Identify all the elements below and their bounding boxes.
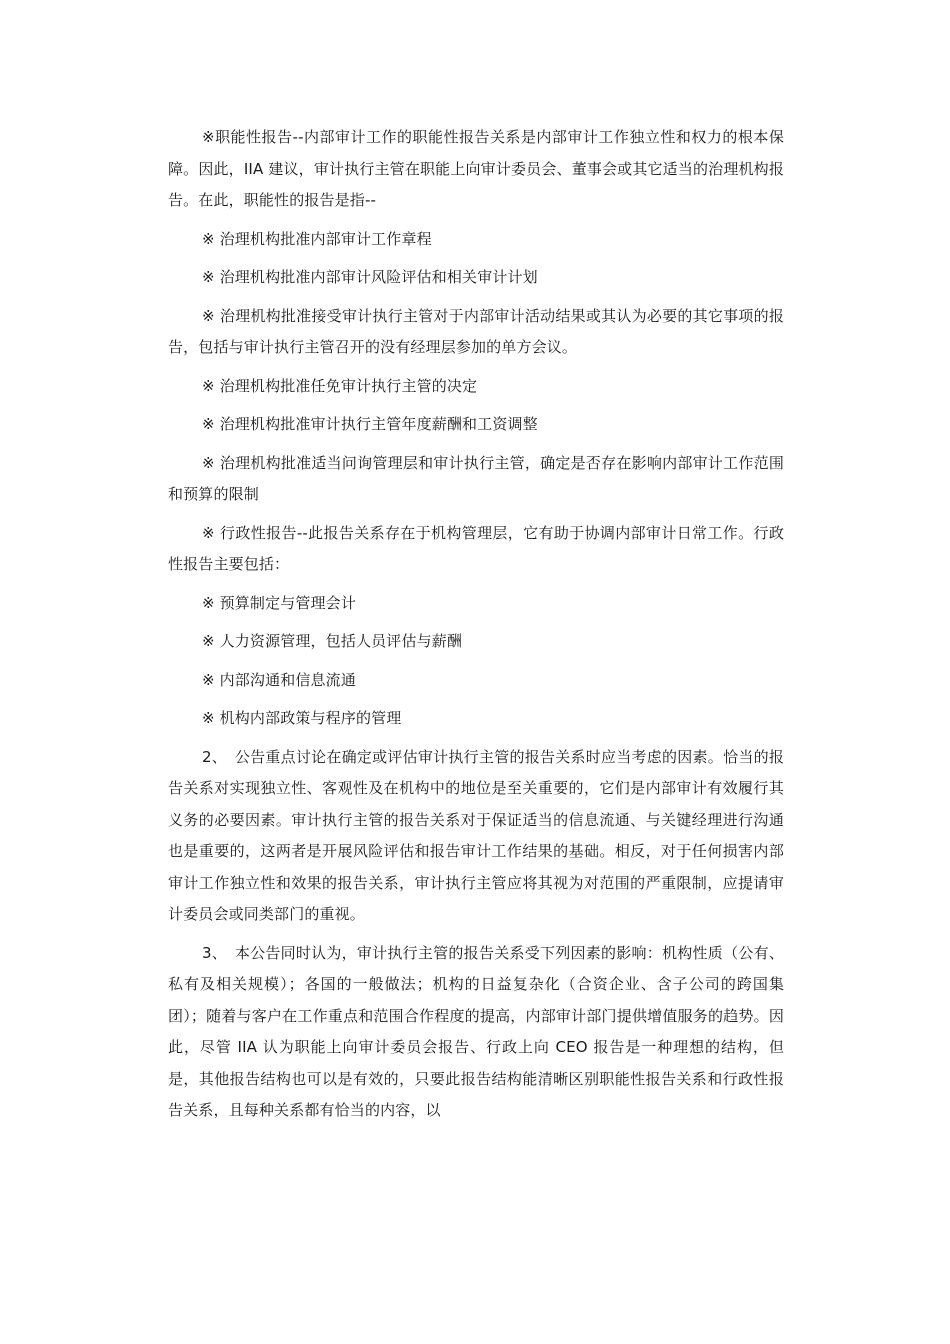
list-item: ※ 机构内部政策与程序的管理 (202, 709, 402, 727)
paragraph-section-2: 2、 公告重点讨论在确定或评估审计执行主管的报告关系时应当考虑的因素。恰当的报告关系对实现独立性、客观性及在机构中的地位是至关重要的，它们是内部审计有效履行其义务的必要因素。审计执行主管的报告关系对于保证适当的信息流通、与关键经理进行沟通也是重要的，这两者是开展风险评估和报告审计工作结果的基础。相反，对于任何损害内部审计工作独立性和效果的报告关系，审计执行主管应将其视为对范围的严重限制，应提请审计委员会或同类部门的重视。 (168, 747, 784, 923)
paragraph-administrative-reporting: ※ 行政性报告--此报告关系存在于机构管理层，它有助于协调内部审计日常工作。行政性报告主要包括： (168, 523, 784, 573)
list-item: ※ 治理机构批准适当问询管理层和审计执行主管，确定是否存在影响内部审计工作范围和预算的限制 (168, 453, 784, 503)
document-page (168, 122, 784, 1134)
list-item: ※ 治理机构批准内部审计工作章程 (202, 229, 432, 248)
list-item: ※ 内部沟通和信息流通 (202, 670, 356, 689)
list-item: ※ 治理机构批准审计执行主管年度薪酬和工资调整 (202, 415, 538, 433)
paragraph-functional-reporting: ※职能性报告--内部审计工作的职能性报告关系是内部审计工作独立性和权力的根本保障。因此，IIA 建议，审计执行主管在职能上向审计委员会、董事会或其它适当的治理机构报告。在此，职能性的报告是指-- (168, 128, 784, 209)
list-item: ※ 治理机构批准任免审计执行主管的决定 (202, 376, 478, 395)
paragraph-section-3: 3、 本公告同时认为，审计执行主管的报告关系受下列因素的影响：机构性质（公有、私有及相关规模）；各国的一般做法；机构的日益复杂化（合资企业、含子公司的跨国集团）；随着与客户在工作重点和范围合作程度的提高，内部审计部门提供增值服务的趋势。因此，尽管 IIA 认为职能上向审计委员会报告、行政上向 CEO 报告是一种理想的结构，但是，其他报告结构也可以是有效的，只要此报告结构能清晰区别职能性报告关系和行政性报告关系，且每种关系都有恰当的内容，以 (168, 943, 784, 1119)
list-item: ※ 预算制定与管理会计 (202, 593, 356, 612)
list-item: ※ 人力资源管理，包括人员评估与薪酬 (202, 632, 463, 650)
list-item: ※ 治理机构批准接受审计执行主管对于内部审计活动结果或其认为必要的其它事项的报告，包括与审计执行主管召开的没有经理层参加的单方会议。 (168, 306, 784, 356)
list-item: ※ 治理机构批准内部审计风险评估和相关审计计划 (202, 268, 538, 286)
